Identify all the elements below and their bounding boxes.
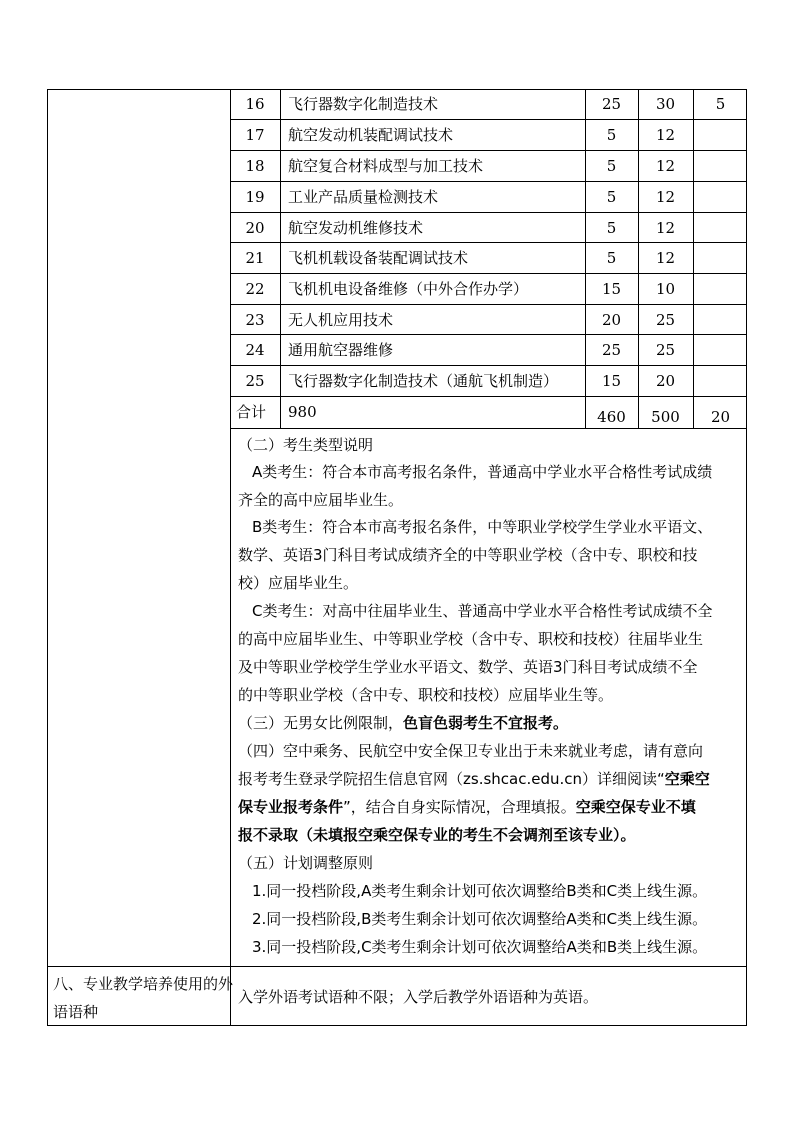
total-a: 460 xyxy=(597,408,626,426)
type-b-line-2: 数学、英语3门科目考试成绩齐全的中等职业学校（含中专、职校和技 xyxy=(238,546,698,564)
total-b: 500 xyxy=(651,408,680,426)
plan-b: 12 xyxy=(655,188,676,206)
row-line xyxy=(230,428,747,429)
row-number: 16 xyxy=(245,95,265,113)
type-b-line-1: B类考生：符合本市高考报名条件，中等职业学校学生学业水平语文、 xyxy=(252,518,713,536)
section-8-label-line-1: 八、专业教学培养使用的外 xyxy=(53,975,234,993)
section-4-bold: 空乘空保专业不填 xyxy=(575,798,696,816)
row-line xyxy=(230,242,747,243)
type-c-line-1: C类考生：对高中往届毕业生、普通高中学业水平合格性考试成绩不全 xyxy=(252,602,713,620)
section-5-title: （五）计划调整原则 xyxy=(238,854,374,872)
row-line xyxy=(230,334,747,335)
major-name: 飞机机电设备维修（中外合作办学） xyxy=(288,280,529,298)
section-4-bold: 保专业报考条件 xyxy=(238,798,344,816)
major-name: 工业产品质量检测技术 xyxy=(288,188,439,206)
col-divider-left xyxy=(230,89,231,1026)
section-3-text: （三）无男女比例限制， xyxy=(238,714,404,732)
plan-a: 25 xyxy=(601,341,622,359)
plan-b: 12 xyxy=(655,126,676,144)
type-c-line-4: 的中等职业学校（含中专、职校和技校）应届毕业生等。 xyxy=(238,686,614,704)
type-c-line-2: 的高中应届毕业生、中等职业学校（含中专、职校和技校）往届毕业生 xyxy=(238,630,704,648)
plan-a: 5 xyxy=(606,157,617,175)
plan-a: 20 xyxy=(601,311,622,329)
rule-3: 3.同一投档阶段,C类考生剩余计划可依次调整给A类和B类上线生源。 xyxy=(252,938,708,956)
plan-b: 30 xyxy=(655,95,676,113)
row-line xyxy=(230,119,747,120)
col-divider-b xyxy=(693,89,694,429)
major-name: 航空发动机维修技术 xyxy=(288,219,424,237)
row-line xyxy=(230,273,747,274)
row-line xyxy=(230,150,747,151)
plan-b: 12 xyxy=(655,249,676,267)
section-4-line-3 xyxy=(238,797,696,817)
section-8-label-line-2: 语语种 xyxy=(53,1003,99,1021)
row-number: 24 xyxy=(245,341,265,359)
plan-c: 5 xyxy=(715,95,726,113)
row-line xyxy=(230,304,747,305)
total-c: 20 xyxy=(710,408,731,426)
major-name: 无人机应用技术 xyxy=(288,311,394,329)
plan-a: 15 xyxy=(601,280,622,298)
row-number: 23 xyxy=(245,311,265,329)
section-4-line-1: （四）空中乘务、民航空中安全保卫专业出于未来就业考虑，请有意向 xyxy=(238,742,704,760)
rule-1: 1.同一投档阶段,A类考生剩余计划可依次调整给B类和C类上线生源。 xyxy=(252,882,708,900)
section-3-bold: 色盲色弱考生不宜报考。 xyxy=(403,714,569,732)
row-number: 21 xyxy=(245,249,265,267)
plan-b: 12 xyxy=(655,157,676,175)
row-line xyxy=(230,181,747,182)
row-line xyxy=(230,365,747,366)
section-8-content: 入学外语考试语种不限；入学后教学外语语种为英语。 xyxy=(238,988,599,1006)
plan-a: 5 xyxy=(606,219,617,237)
major-name: 航空发动机装配调试技术 xyxy=(288,126,454,144)
row-line xyxy=(230,212,747,213)
major-name: 航空复合材料成型与加工技术 xyxy=(288,157,484,175)
plan-a: 5 xyxy=(606,126,617,144)
plan-a: 15 xyxy=(601,372,622,390)
rule-2: 2.同一投档阶段,B类考生剩余计划可依次调整给A类和C类上线生源。 xyxy=(252,910,708,928)
total-sum: 980 xyxy=(288,403,317,421)
plan-b: 10 xyxy=(655,280,676,298)
row-line xyxy=(230,396,747,397)
section-4-text: ”，结合自身实际情况，合理填报。 xyxy=(343,798,576,816)
total-label: 合计 xyxy=(236,403,267,421)
major-name: 通用航空器维修 xyxy=(288,341,394,359)
plan-b: 20 xyxy=(655,372,676,390)
major-name: 飞行器数字化制造技术 xyxy=(288,95,439,113)
col-divider-no xyxy=(280,89,281,429)
row-number: 19 xyxy=(245,188,265,206)
plan-a: 5 xyxy=(606,188,617,206)
section-4-bold: 空乘空 xyxy=(664,770,710,788)
plan-b: 25 xyxy=(655,341,676,359)
type-a-line-2: 齐全的高中应届毕业生。 xyxy=(238,491,404,509)
type-b-line-3: 校）应届毕业生。 xyxy=(238,574,359,592)
row-number: 22 xyxy=(245,280,265,298)
major-name: 飞行器数字化制造技术（通航飞机制造） xyxy=(288,372,559,390)
section-3 xyxy=(238,713,568,733)
plan-a: 5 xyxy=(606,249,617,267)
type-c-line-3: 及中等职业学校学生学业水平语文、数学、英语3门科目考试成绩不全 xyxy=(238,658,698,676)
type-a-line-1: A类考生：符合本市高考报名条件，普通高中学业水平合格性考试成绩 xyxy=(252,463,713,481)
plan-a: 25 xyxy=(601,95,622,113)
section-4-text: 报考考生登录学院招生信息官网（zs.shcac.edu.cn）详细阅读“ xyxy=(238,770,665,788)
major-name: 飞机机载设备装配调试技术 xyxy=(288,249,469,267)
row-number: 18 xyxy=(245,157,265,175)
plan-b: 25 xyxy=(655,311,676,329)
plan-b: 12 xyxy=(655,219,676,237)
row-number: 25 xyxy=(245,372,265,390)
row-number: 20 xyxy=(245,219,265,237)
section-4-line-4: 报不录取（未填报空乘空保专业的考生不会调剂至该专业）。 xyxy=(238,826,636,844)
section8-divider xyxy=(47,966,747,967)
row-number: 17 xyxy=(245,126,265,144)
section-2-title: （二）考生类型说明 xyxy=(238,436,374,454)
section-4-line-2 xyxy=(238,769,710,789)
